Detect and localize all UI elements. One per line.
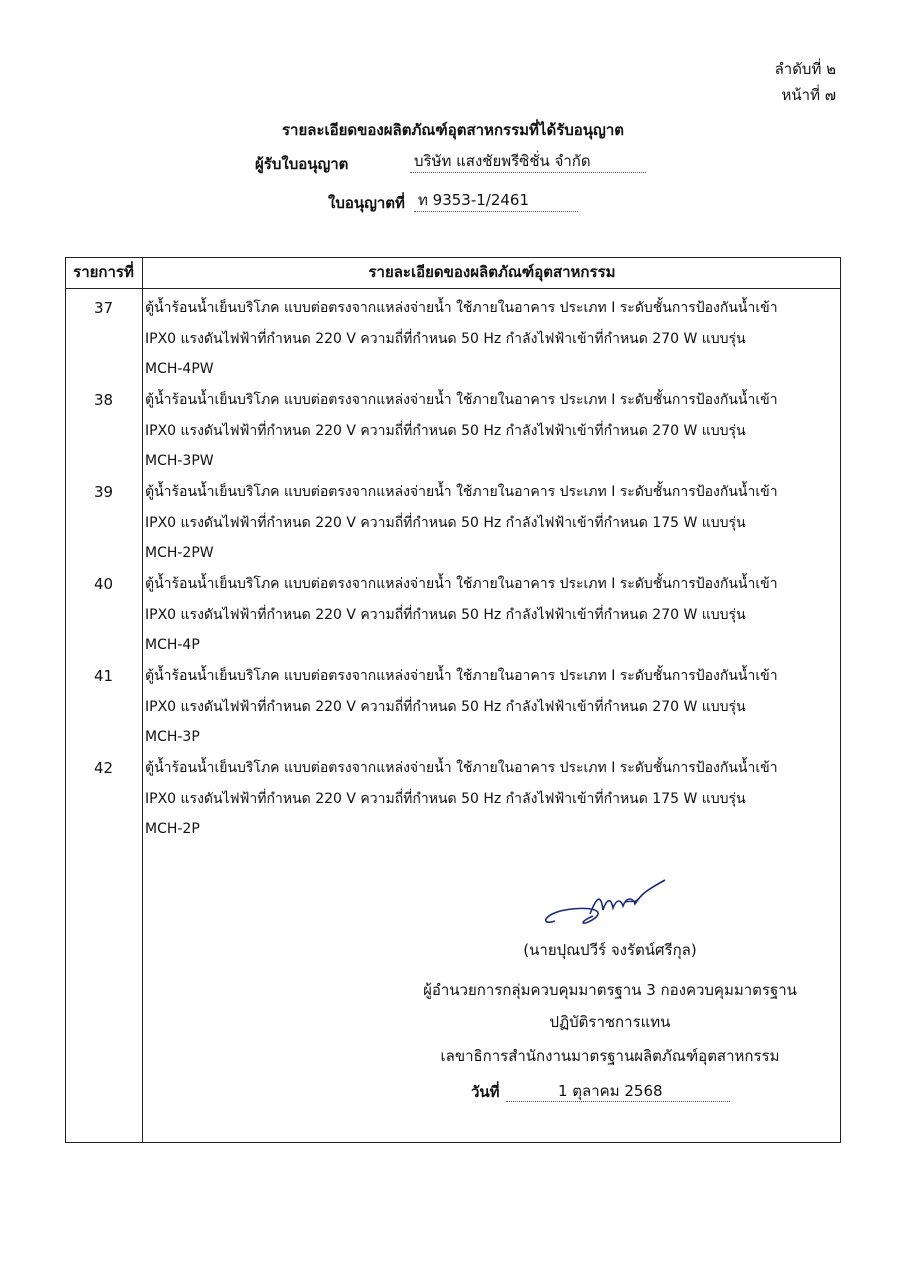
item-number: 41 — [93, 667, 114, 685]
description-line: IPX0 แรงดันไฟฟ้าที่กำหนด 220 V ความถี่ที่กำหนด 50 Hz กำลังไฟฟ้าเข้าที่กำหนด 270 W แบบรุ่น — [145, 606, 746, 623]
item-description — [145, 661, 835, 753]
item-description — [145, 293, 835, 385]
model-number: MCH-4P — [145, 637, 200, 653]
description-line: ตู้น้ำร้อนน้ำเย็นบริโภค แบบต่อตรงจากแหล่งจ่ายน้ำ ใช้ภายในอาคาร ประเภท I ระดับชั้นการป้องกันน้ำเข้า — [145, 392, 778, 408]
license-number-value: ท 9353-1/2461 — [414, 189, 578, 212]
description-line: IPX0 แรงดันไฟฟ้าที่กำหนด 220 V ความถี่ที่กำหนด 50 Hz กำลังไฟฟ้าเข้าที่กำหนด 270 W แบบรุ่น — [145, 422, 746, 439]
model-number: MCH-2P — [145, 821, 200, 837]
description-line: IPX0 แรงดันไฟฟ้าที่กำหนด 220 V ความถี่ที่กำหนด 50 Hz กำลังไฟฟ้าเข้าที่กำหนด 175 W แบบรุ่น — [145, 514, 746, 531]
item-number: 40 — [93, 575, 114, 593]
table-header-description: รายละเอียดของผลิตภัณฑ์อุตสาหกรรม — [368, 263, 616, 281]
signer-acting-for: ปฏิบัติราชการแทน — [549, 1013, 671, 1031]
page-number: หน้าที่ ๗ — [781, 86, 836, 104]
item-description — [145, 385, 835, 477]
table-header-divider — [65, 288, 841, 289]
description-line: ตู้น้ำร้อนน้ำเย็นบริโภค แบบต่อตรงจากแหล่งจ่ายน้ำ ใช้ภายในอาคาร ประเภท I ระดับชั้นการป้องกันน้ำเข้า — [145, 576, 778, 592]
signature-scribble — [535, 876, 675, 936]
licensee-value: บริษัท แสงชัยพรีซิชั่น จำกัด — [410, 150, 646, 173]
date-label: วันที่ — [471, 1083, 500, 1101]
description-line: ตู้น้ำร้อนน้ำเย็นบริโภค แบบต่อตรงจากแหล่งจ่ายน้ำ ใช้ภายในอาคาร ประเภท I ระดับชั้นการป้องกันน้ำเข้า — [145, 760, 778, 776]
document-title: รายละเอียดของผลิตภัณฑ์อุตสาหกรรมที่ได้รับอนุญาต — [281, 121, 624, 139]
item-number: 39 — [93, 483, 114, 501]
license-number-row — [0, 189, 906, 219]
item-number: 38 — [93, 391, 114, 409]
licensee-row — [0, 150, 906, 180]
date-row — [0, 1078, 906, 1110]
date-value: 1 ตุลาคม 2568 — [506, 1080, 730, 1102]
description-line: ตู้น้ำร้อนน้ำเย็นบริโภค แบบต่อตรงจากแหล่งจ่ายน้ำ ใช้ภายในอาคาร ประเภท I ระดับชั้นการป้องกันน้ำเข้า — [145, 484, 778, 500]
license-number-label: ใบอนุญาตที่ — [328, 194, 405, 212]
item-description — [145, 477, 835, 569]
signer-name: (นายปุณปวีร์ จงรัตน์ศรีกุล) — [523, 941, 697, 959]
model-number: MCH-3PW — [145, 453, 214, 469]
table-header-item-no: รายการที่ — [73, 263, 134, 281]
description-line: IPX0 แรงดันไฟฟ้าที่กำหนด 220 V ความถี่ที่กำหนด 50 Hz กำลังไฟฟ้าเข้าที่กำหนด 270 W แบบรุ่น — [145, 330, 746, 347]
signer-position: ผู้อำนวยการกลุ่มควบคุมมาตรฐาน 3 กองควบคุมมาตรฐาน — [423, 981, 797, 999]
item-number: 37 — [93, 299, 114, 317]
description-line: IPX0 แรงดันไฟฟ้าที่กำหนด 220 V ความถี่ที่กำหนด 50 Hz กำลังไฟฟ้าเข้าที่กำหนด 270 W แบบรุ่น — [145, 698, 746, 715]
model-number: MCH-2PW — [145, 545, 214, 561]
table-column-divider — [142, 257, 143, 1143]
model-number: MCH-3P — [145, 729, 200, 745]
item-description — [145, 753, 835, 845]
signer-organization: เลขาธิการสำนักงานมาตรฐานผลิตภัณฑ์อุตสาหกรรม — [440, 1047, 780, 1065]
licensee-label: ผู้รับใบอนุญาต — [255, 155, 349, 173]
item-number: 42 — [93, 759, 114, 777]
description-line: ตู้น้ำร้อนน้ำเย็นบริโภค แบบต่อตรงจากแหล่งจ่ายน้ำ ใช้ภายในอาคาร ประเภท I ระดับชั้นการป้องกันน้ำเข้า — [145, 668, 778, 684]
description-line: IPX0 แรงดันไฟฟ้าที่กำหนด 220 V ความถี่ที่กำหนด 50 Hz กำลังไฟฟ้าเข้าที่กำหนด 175 W แบบรุ่น — [145, 790, 746, 807]
item-description — [145, 569, 835, 661]
model-number: MCH-4PW — [145, 361, 214, 377]
description-line: ตู้น้ำร้อนน้ำเย็นบริโภค แบบต่อตรงจากแหล่งจ่ายน้ำ ใช้ภายในอาคาร ประเภท I ระดับชั้นการป้องกันน้ำเข้า — [145, 300, 778, 316]
sequence-number: ลำดับที่ ๒ — [774, 60, 836, 78]
